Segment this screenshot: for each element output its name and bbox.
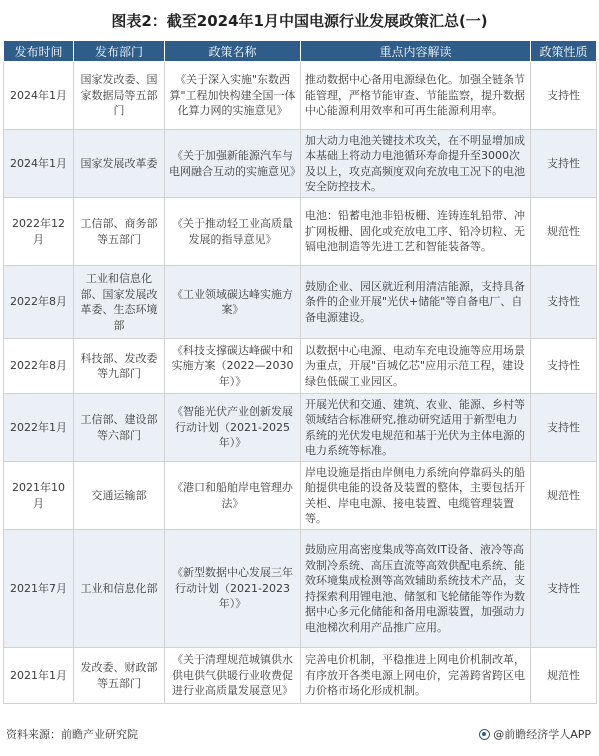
header-date: 发布时间 bbox=[4, 41, 74, 62]
cell-dept: 工业和信息化部、国家发展改革委、生态环境部 bbox=[74, 266, 165, 339]
cell-name: 《工业领域碳达峰实施方案》 bbox=[165, 266, 301, 339]
cell-type: 规范性 bbox=[531, 462, 597, 530]
table-row bbox=[4, 648, 597, 704]
cell-dept: 国家发改委、国家数据局等五部门 bbox=[74, 62, 165, 130]
cell-content: 电池：铅蓄电池非铅板栅、连铸连轧铅带、冲扩网板栅、固化或充放电工序、铅冷切粒、无镉电池制造等先进工艺和智能装备等。 bbox=[301, 198, 531, 266]
cell-content: 开展光伏和交通、建筑、农业、能源、乡村等领域结合标准研究,推动研究适用于新型电力系统的光伏发电规范和基于光伏为主体电源的电力系统等标准。 bbox=[301, 394, 531, 462]
table-row bbox=[4, 198, 597, 266]
brand-logo-icon bbox=[479, 729, 490, 740]
cell-date: 2022年8月 bbox=[4, 266, 74, 339]
cell-date: 2022年1月 bbox=[4, 394, 74, 462]
brand-attribution bbox=[479, 726, 591, 742]
cell-content: 推动数据中心备用电源绿色化。加强全链条节能管理，严格节能审查、节能监察，提升数据中心能源利用效率和可再生能源利用率。 bbox=[301, 62, 531, 130]
table-row bbox=[4, 394, 597, 462]
table-row bbox=[4, 339, 597, 394]
cell-date: 2021年10月 bbox=[4, 462, 74, 530]
cell-date: 2022年8月 bbox=[4, 339, 74, 394]
cell-type: 支持性 bbox=[531, 62, 597, 130]
cell-content: 鼓励应用高密度集成等高效IT设备、液冷等高效制冷系统、高压直流等高效供配电系统、能效环境集成检测等高效辅助系统技术产品，支持探索利用锂电池、储氢和飞轮储能等作为数据中心多元化储能和备用电源装置，加强动力电池梯次利用产品推广应用。 bbox=[301, 530, 531, 648]
cell-name: 《关于加强新能源汽车与电网融合互动的实施意见》 bbox=[165, 130, 301, 198]
header-dept: 发布部门 bbox=[74, 41, 165, 62]
cell-dept: 工业和信息化部 bbox=[74, 530, 165, 648]
cell-name: 《港口和船舶岸电管理办法》 bbox=[165, 462, 301, 530]
header-name: 政策名称 bbox=[165, 41, 301, 62]
cell-dept: 工信部、商务部等五部门 bbox=[74, 198, 165, 266]
header-type: 政策性质 bbox=[531, 41, 597, 62]
table-row bbox=[4, 130, 597, 198]
cell-dept: 交通运输部 bbox=[74, 462, 165, 530]
table-row bbox=[4, 62, 597, 130]
cell-date: 2024年1月 bbox=[4, 130, 74, 198]
cell-dept: 工信部、建设部等六部门 bbox=[74, 394, 165, 462]
cell-name: 《智能光伏产业创新发展行动计划（2021-2025年）》 bbox=[165, 394, 301, 462]
source-note: 资料来源：前瞻产业研究院 bbox=[6, 728, 138, 741]
cell-date: 2022年12月 bbox=[4, 198, 74, 266]
cell-type: 支持性 bbox=[531, 266, 597, 339]
cell-dept: 国家发展改革委 bbox=[74, 130, 165, 198]
table-header-row bbox=[4, 41, 597, 62]
policy-table bbox=[3, 40, 597, 704]
header-content: 重点内容解读 bbox=[301, 41, 531, 62]
cell-name: 《新型数据中心发展三年行动计划（2021-2023年）》 bbox=[165, 530, 301, 648]
cell-type: 支持性 bbox=[531, 394, 597, 462]
cell-name: 《关于深入实施"东数西算"工程加快构建全国一体化算力网的实施意见》 bbox=[165, 62, 301, 130]
cell-name: 《关于推动轻工业高质量发展的指导意见》 bbox=[165, 198, 301, 266]
cell-dept: 发改委、财政部等五部门 bbox=[74, 648, 165, 704]
cell-content: 加大动力电池关键技术攻关，在不明显增加成本基础上将动力电池循环寿命提升至3000次及以上，攻克高频度双向充放电工况下的电池安全防控技术。 bbox=[301, 130, 531, 198]
cell-content: 岸电设施是指由岸侧电力系统向停靠码头的船舶提供电能的设备及装置的整体，主要包括开关柜、岸电电源、接电装置、电缆管理装置等。 bbox=[301, 462, 531, 530]
cell-type: 规范性 bbox=[531, 198, 597, 266]
cell-date: 2024年1月 bbox=[4, 62, 74, 130]
cell-content: 以数据中心电源、电动车充电设施等应用场景为重点，开展"百城亿芯"应用示范工程，建设绿色低碳工业园区。 bbox=[301, 339, 531, 394]
cell-name: 《关于清理规范城镇供水供电供气供暖行业收费促进行业高质量发展意见》 bbox=[165, 648, 301, 704]
table-row bbox=[4, 462, 597, 530]
cell-dept: 科技部、发改委等九部门 bbox=[74, 339, 165, 394]
cell-content: 完善电价机制，平稳推进上网电价机制改革，有序放开各类电源上网电价，完善跨省跨区电力价格市场化形成机制。 bbox=[301, 648, 531, 704]
cell-content: 鼓励企业、园区就近利用清洁能源，支持具备条件的企业开展"光伏+储能"等自备电厂、自备电源建设。 bbox=[301, 266, 531, 339]
table-row bbox=[4, 266, 597, 339]
cell-type: 支持性 bbox=[531, 339, 597, 394]
cell-type: 支持性 bbox=[531, 530, 597, 648]
chart-title: 图表2：截至2024年1月中国电源行业发展政策汇总(一) bbox=[111, 11, 488, 30]
cell-type: 规范性 bbox=[531, 648, 597, 704]
cell-date: 2021年7月 bbox=[4, 530, 74, 648]
cell-name: 《科技支撑碳达峰碳中和实施方案（2022—2030年）》 bbox=[165, 339, 301, 394]
cell-type: 支持性 bbox=[531, 130, 597, 198]
cell-date: 2021年1月 bbox=[4, 648, 74, 704]
brand-label: @前瞻经济学人APP bbox=[493, 728, 591, 741]
table-row bbox=[4, 530, 597, 648]
